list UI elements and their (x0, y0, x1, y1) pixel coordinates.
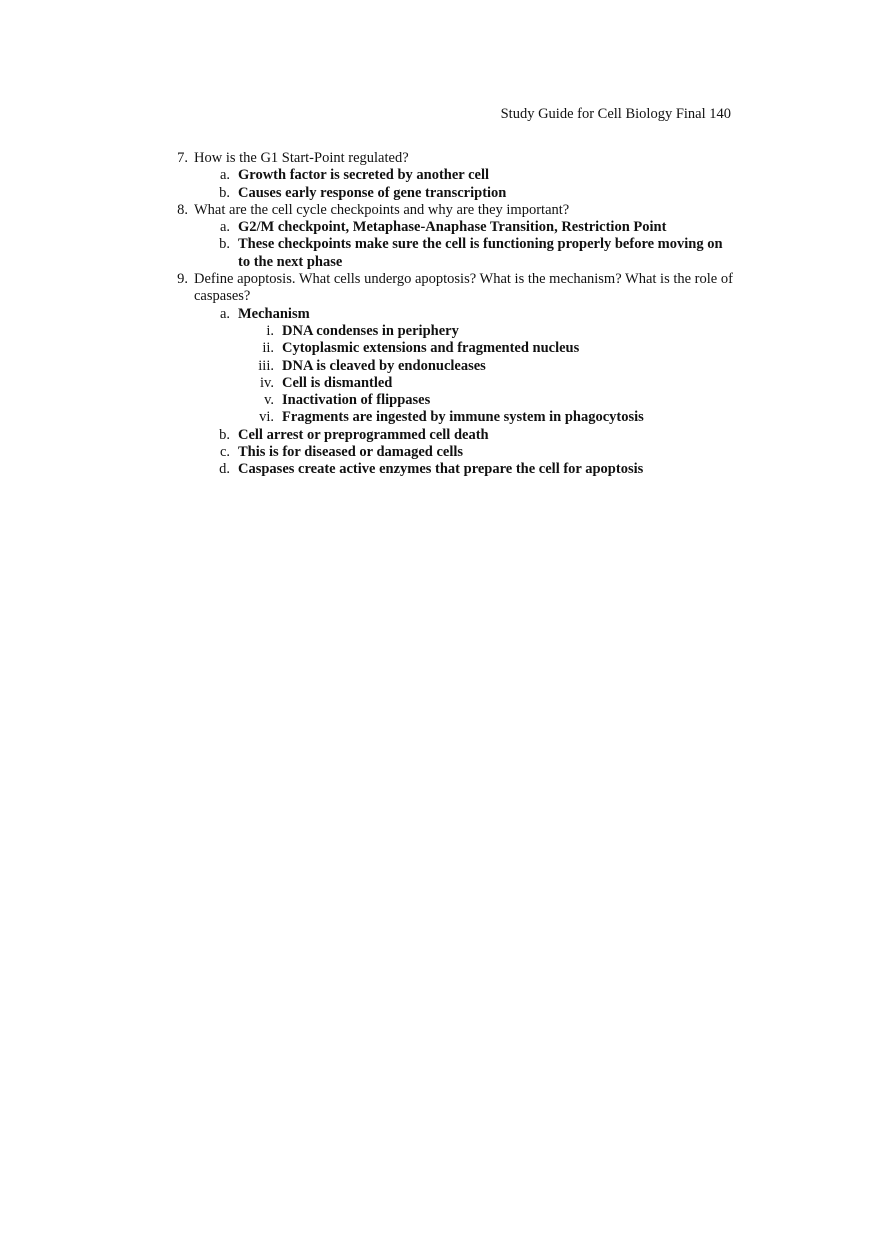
item-text: Causes early response of gene transcription (238, 184, 507, 201)
list-marker: vi. (259, 409, 274, 426)
item-text: DNA is cleaved by endonucleases (282, 357, 486, 374)
item-text: What are the cell cycle checkpoints and why are they important? (194, 201, 570, 218)
item-text: DNA condenses in periphery (282, 322, 459, 339)
question-item (166, 150, 736, 167)
list-marker: 8. (177, 201, 188, 218)
answer-item (166, 444, 736, 461)
page-header: Study Guide for Cell Biology Final 140 (500, 106, 731, 122)
answer-item (166, 185, 736, 202)
sub-item (166, 340, 736, 357)
list-marker: d. (219, 461, 230, 478)
item-text: Inactivation of flippases (282, 392, 431, 409)
list-marker: i. (266, 322, 274, 339)
sub-item (166, 392, 736, 409)
item-text: How is the G1 Start-Point regulated? (194, 150, 409, 166)
item-text: Mechanism (238, 305, 310, 322)
question-item (166, 202, 736, 219)
question-item (166, 271, 736, 306)
answer-item (166, 219, 736, 236)
answer-item (166, 167, 736, 184)
list-marker: a. (219, 167, 230, 184)
item-text: Cell arrest or preprogrammed cell death (238, 426, 489, 443)
list-marker: 7. (177, 150, 188, 166)
sub-item (166, 409, 736, 426)
item-text: G2/M checkpoint, Metaphase-Anaphase Transition, Restriction Point (238, 219, 667, 236)
sub-item (166, 375, 736, 392)
item-text: Growth factor is secreted by another cell (238, 167, 490, 184)
list-marker: iv. (260, 374, 274, 391)
answer-item (166, 236, 736, 271)
sub-item (166, 358, 736, 375)
item-text: Define apoptosis. What cells undergo apoptosis? What is the mechanism? What is the role of caspases? (194, 271, 733, 305)
answer-item (166, 461, 736, 478)
item-text: Fragments are ingested by immune system in phagocytosis (282, 409, 644, 426)
list-marker: a. (219, 219, 230, 236)
list-marker: v. (264, 392, 274, 409)
item-text: Cell is dismantled (282, 374, 393, 391)
list-marker: b. (219, 426, 230, 443)
outline-list (166, 150, 736, 479)
list-marker: iii. (258, 357, 274, 374)
list-marker: c. (219, 444, 230, 461)
list-marker: b. (219, 236, 230, 253)
answer-item (166, 427, 736, 444)
list-marker: a. (219, 305, 230, 322)
list-marker: 9. (177, 271, 188, 288)
sub-item (166, 323, 736, 340)
answer-item (166, 306, 736, 323)
item-text: This is for diseased or damaged cells (238, 444, 464, 461)
item-text: Cytoplasmic extensions and fragmented nucleus (282, 340, 580, 357)
item-text: These checkpoints make sure the cell is functioning properly before moving on to the next phase (238, 236, 723, 270)
item-text: Caspases create active enzymes that prepare the cell for apoptosis (238, 461, 644, 478)
list-marker: ii. (262, 340, 274, 357)
list-marker: b. (219, 184, 230, 201)
